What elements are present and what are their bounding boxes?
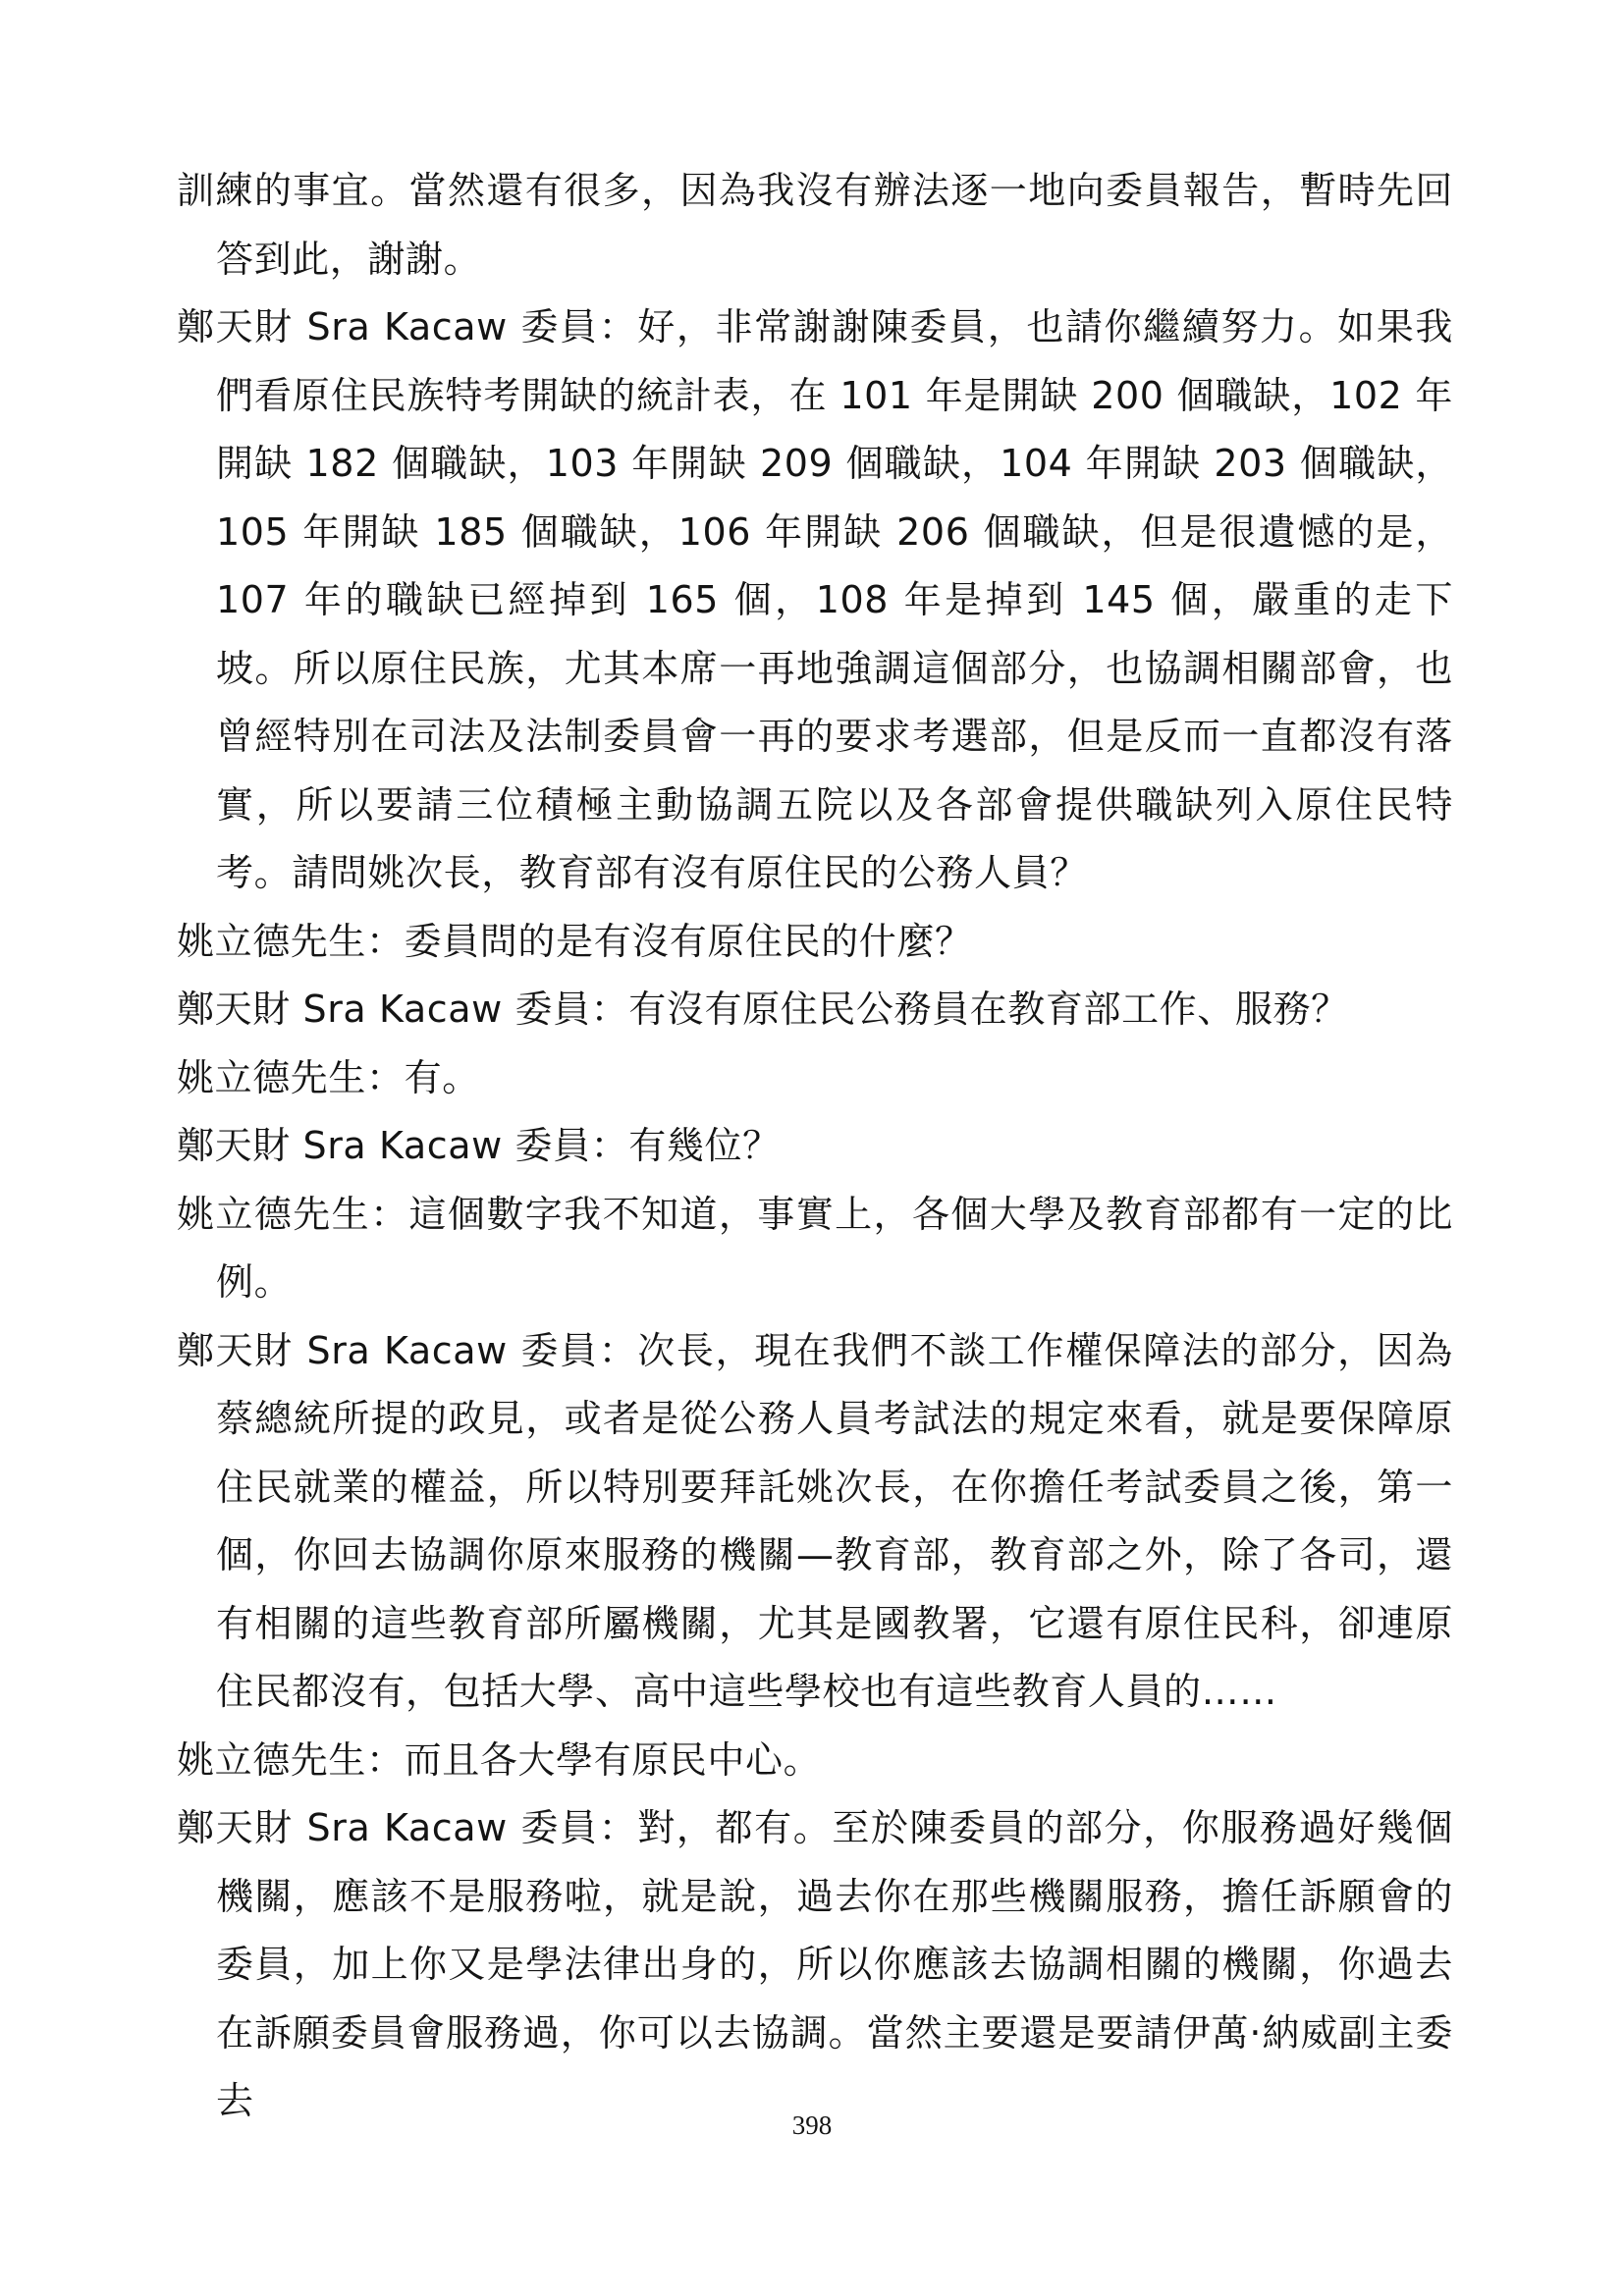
paragraph-speaker-turn: 鄭天財 Sra Kacaw 委員：有沒有原住民公務員在教育部工作、服務？ [177, 988, 1349, 1031]
paragraph-speaker-turn: 鄭天財 Sra Kacaw 委員：好，非常謝謝陳委員，也請你繼續努力。如果我們看原住民族特考開缺的統計表，在 101 年是開缺 200 個職缺，102 年開缺 182 個職缺，103 年開缺 209 個職缺，104 年開缺 203 個職缺，105 年開缺 185 個職缺，106 年開缺 206 個職缺，但是很遺憾的是，107 年的職缺已經掉到 165 個，108 年是掉到 145 個，嚴重的走下坡。所以原住民族，尤其本席一再地強調這個部分，也協調相關部會，也曾經特別在司法及法制委員會一再的要求考選部，但是反而一直都沒有落實，所以要請三位積極主動協調五院以及各部會提供職缺列入原住民特考。請問姚次長，教育部有沒有原住民的公務人員？ [177, 305, 1453, 894]
paragraph-speaker-turn: 鄭天財 Sra Kacaw 委員：次長，現在我們不談工作權保障法的部分，因為蔡總統所提的政見，或者是從公務人員考試法的規定來看，就是要保障原住民就業的權益，所以特別要拜託姚次長，在你擔任考試委員之後，第一個，你回去協調你原來服務的機關—教育部，教育部之外，除了各司，還有相關的這些教育部所屬機關，尤其是國教署，它還有原住民科，卻連原住民都沒有，包括大學、高中這些學校也有這些教育人員的…… [177, 1328, 1453, 1713]
page-number: 398 [791, 2110, 833, 2140]
transcript-body [177, 157, 1453, 2136]
paragraph-speaker-turn: 鄭天財 Sra Kacaw 委員：對，都有。至於陳委員的部分，你服務過好幾個機關，應該不是服務啦，就是說，過去你在那些機關服務，擔任訴願會的委員，加上你又是學法律出身的，所以你應該去協調相關的機關，你過去在訴願委員會服務過，你可以去協調。當然主要還是要請伊萬·納威副主委去 [177, 1806, 1453, 2122]
paragraph-speaker-turn: 姚立德先生：而且各大學有原民中心。 [177, 1737, 822, 1782]
paragraph-speaker-turn: 鄭天財 Sra Kacaw 委員：有幾位？ [177, 1124, 781, 1167]
paragraph-speaker-turn: 姚立德先生：有。 [177, 1055, 480, 1099]
paragraph-continuation: 訓練的事宜。當然還有很多，因為我沒有辦法逐一地向委員報告，暫時先回答到此，謝謝。 [177, 169, 1453, 281]
paragraph-speaker-turn: 姚立德先生：委員問的是有沒有原住民的什麼？ [177, 919, 973, 963]
paragraph-speaker-turn: 姚立德先生：這個數字我不知道，事實上，各個大學及教育部都有一定的比例。 [177, 1192, 1453, 1304]
